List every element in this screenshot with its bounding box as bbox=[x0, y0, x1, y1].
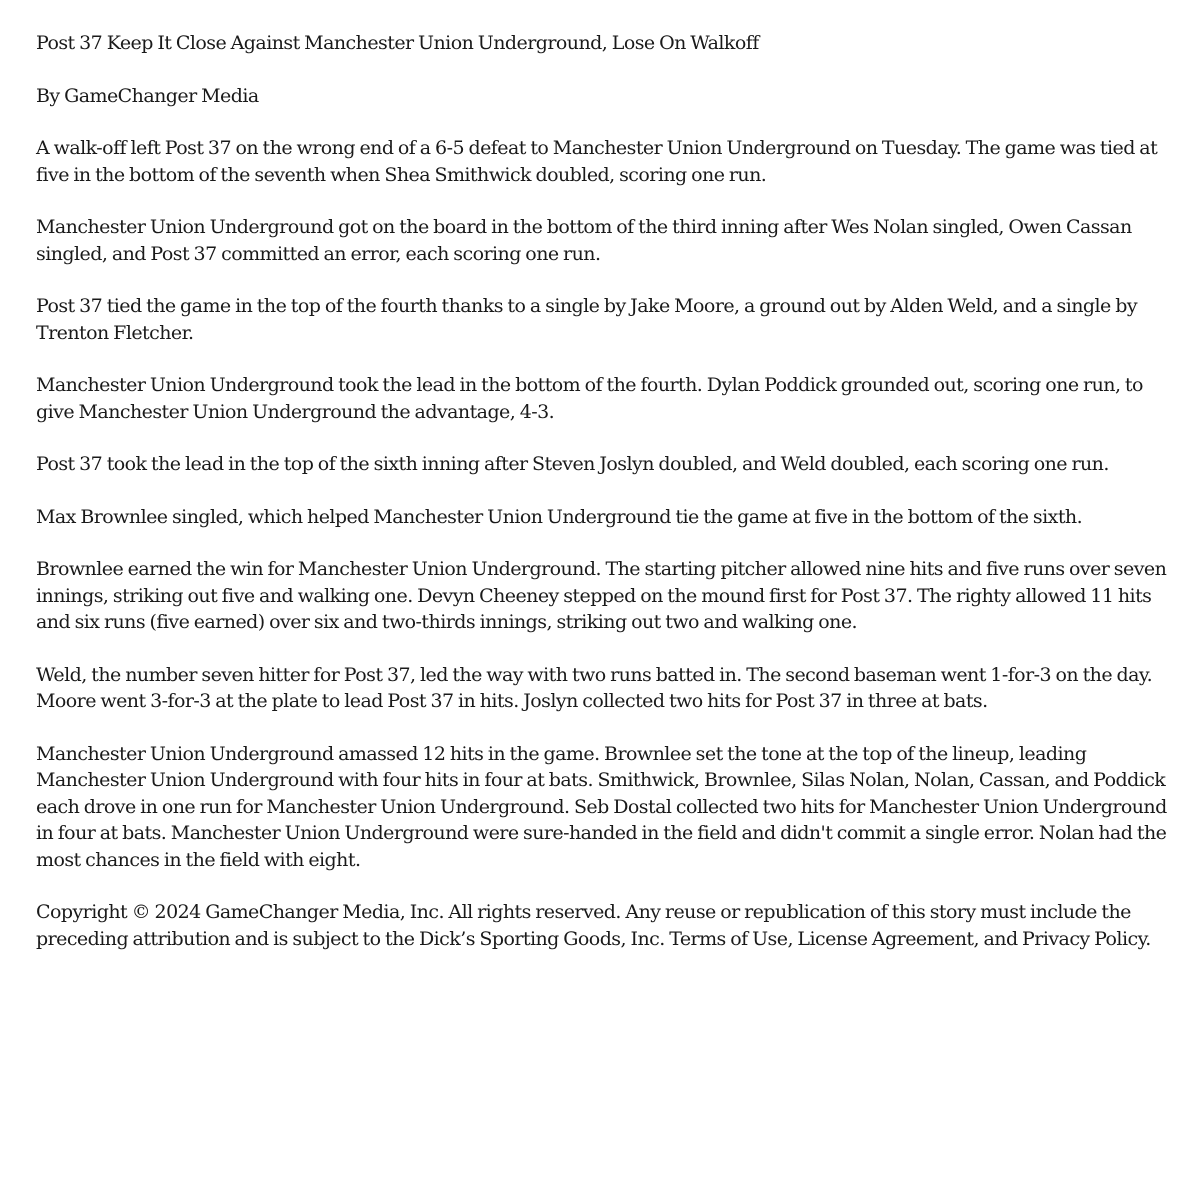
article-paragraph: A walk-off left Post 37 on the wrong end of a 6-5 defeat to Manchester Union Underground on Tuesday. The game was tied at five in the bottom of the seventh when Shea Smithwick doubled, scoring one run. bbox=[36, 137, 1158, 186]
article-paragraph: Brownlee earned the win for Manchester Union Underground. The starting pitcher allowed nine hits and five runs over seven innings, striking out five and walking one. Devyn Cheeney stepped on the mound first for Post 37. The righty allowed 11 hits and six runs (five earned) over six and two-thirds innings, striking out two and walking one. bbox=[36, 558, 1167, 633]
article-paragraph: Manchester Union Underground took the lead in the bottom of the fourth. Dylan Poddick grounded out, scoring one run, to give Manchester Union Underground the advantage, 4-3. bbox=[36, 374, 1143, 423]
article-paragraph: Manchester Union Underground amassed 12 hits in the game. Brownlee set the tone at the top of the lineup, leading Manchester Union Underground with four hits in four at bats. Smithwick, Brownlee, Silas Nolan, Nolan, Cassan, and Poddick each drove in one run for Manchester Union Underground. Seb Dostal collected two hits for Manchester Union Underground in four at bats. Manchester Union Underground were sure-handed in the field and didn't commit a single error. Nolan had the most chances in the field with eight. bbox=[36, 742, 1167, 871]
copyright-notice: Copyright © 2024 GameChanger Media, Inc. All rights reserved. Any reuse or republication of this story must include the preceding attribution and is subject to the Dick’s Sporting Goods, Inc. Terms of Use, License Agreement, and Privacy Policy. bbox=[36, 901, 1151, 950]
article-paragraph: Weld, the number seven hitter for Post 37, led the way with two runs batted in. The second baseman went 1-for-3 on the day. Moore went 3-for-3 at the plate to lead Post 37 in hits. Joslyn collected two hits for Post 37 in three at bats. bbox=[36, 663, 1153, 712]
article-paragraph: Post 37 took the lead in the top of the sixth inning after Steven Joslyn doubled, and Weld doubled, each scoring one run. bbox=[36, 453, 1109, 475]
article-title: Post 37 Keep It Close Against Manchester Union Underground, Lose On Walkoff bbox=[36, 32, 759, 54]
article-body bbox=[36, 30, 1176, 978]
article-paragraph: Post 37 tied the game in the top of the fourth thanks to a single by Jake Moore, a ground out by Alden Weld, and a single by Trenton Fletcher. bbox=[36, 295, 1138, 344]
article-byline: By GameChanger Media bbox=[36, 84, 259, 107]
article-paragraph: Max Brownlee singled, which helped Manchester Union Underground tie the game at five in the bottom of the sixth. bbox=[36, 505, 1083, 528]
article-paragraph: Manchester Union Underground got on the board in the bottom of the third inning after Wes Nolan singled, Owen Cassan singled, and Post 37 committed an error, each scoring one run. bbox=[36, 216, 1132, 265]
